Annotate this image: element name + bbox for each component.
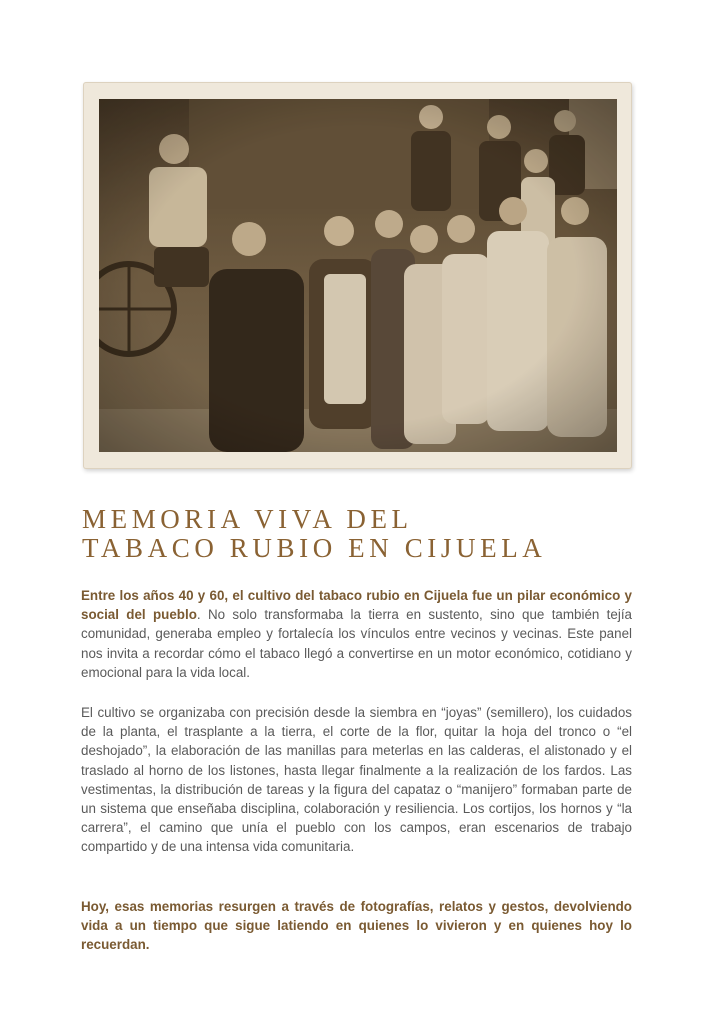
intro-paragraph (81, 586, 632, 682)
closing-paragraph: Hoy, esas memorias resurgen a través de fotografías, relatos y gestos, devolviendo vida a un tiempo que sigue latiendo en quienes lo vivieron y en quienes hoy lo recuerdan. (81, 899, 632, 953)
page-title (82, 505, 642, 563)
title-line-2: TABACO RUBIO EN CIJUELA (82, 533, 547, 563)
intro-bold-text: Entre los años 40 y 60, el cultivo del tabaco rubio en Cijuela fue un pilar económico y social del pueblo (81, 588, 632, 623)
intro-text: . No solo transformaba la tierra en sustento, sino que también tejía comunidad, generaba empleo y fortalecía los vínculos entre vecinos y vecinas. Este panel nos invita a recordar cómo el tabaco llegó a convertirse en un motor económico, cotidiano y emocional para la vida local. (81, 607, 632, 680)
historic-group-photo (99, 99, 617, 452)
photo-illustration (99, 99, 617, 452)
cultivation-paragraph: El cultivo se organizaba con precisión desde la siembra en “joyas” (semillero), los cuidados de la planta, el trasplante a la tierra, el corte de la flor, quitar la hoja del tronco o “el deshojado”, la elaboración de las manillas para meterlas en las calderas, el alistonado y el traslado al horno de los listones, hasta llegar finalmente a la realización de los fardos. Las vestimentas, la distribución de tareas y la figura del capataz o “manijero” formaban parte de un sistema que enseñaba disciplina, colaboración y resiliencia. Los cortijos, los hornos y “la carrera”, el camino que unía el pueblo con los campos, eran escenarios de trabajo compartido y de una intensa vida comunitaria. (81, 705, 632, 855)
photo-frame (83, 82, 632, 469)
title-line-1: MEMORIA VIVA DEL (82, 504, 413, 534)
